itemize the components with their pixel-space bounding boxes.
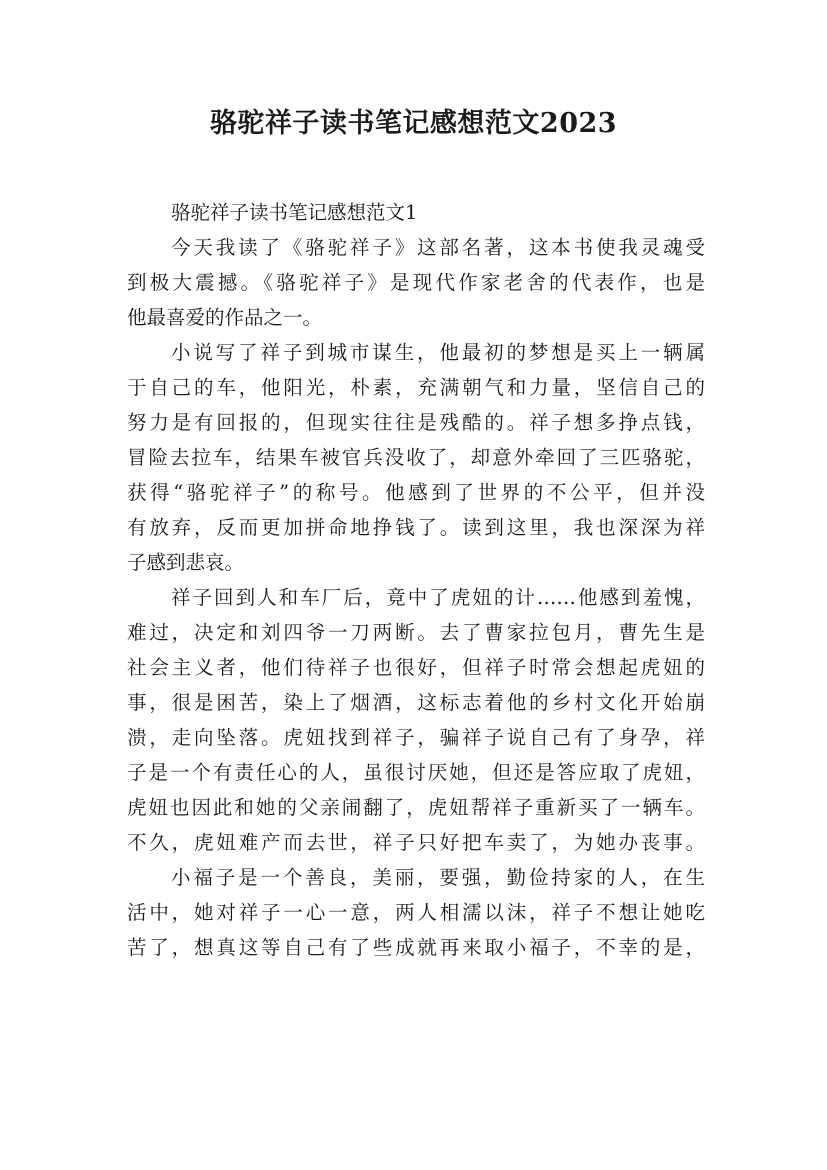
text-line: 虎妞也因此和她的父亲闹翻了，虎妞帮祥子重新买了一辆车。 — [127, 796, 705, 819]
text-line: 于自己的车，他阳光，朴素，充满朝气和力量，坚信自己的 — [127, 376, 705, 399]
text-line: 不久，虎妞难产而去世，祥子只好把车卖了，为她办丧事。 — [127, 831, 705, 854]
text-line: 努力是有回报的，但现实往往是残酷的。祥子想多挣点钱， — [127, 411, 705, 434]
text-line: 骆驼祥子读书笔记感想范文1 — [171, 201, 418, 224]
text-line: 子感到悲哀。 — [127, 551, 245, 574]
text-line: 冒险去拉车，结果车被官兵没收了，却意外牵回了三匹骆驼， — [127, 446, 705, 469]
text-line: 难过，决定和刘四爷一刀两断。去了曹家拉包月，曹先生是 — [127, 621, 705, 644]
text-line: 他最喜爱的作品之一。 — [127, 306, 323, 329]
text-line: 溃，走向坠落。虎妞找到祥子，骗祥子说自己有了身孕，祥 — [127, 726, 705, 749]
document-body — [127, 195, 705, 965]
text-line: 今天我读了《骆驼祥子》这部名著，这本书使我灵魂受 — [171, 236, 705, 259]
text-line: 小福子是一个善良，美丽，要强，勤俭持家的人，在生 — [171, 866, 705, 889]
text-line: 子是一个有责任心的人，虽很讨厌她，但还是答应取了虎妞， — [127, 761, 705, 784]
text-line: 社会主义者，他们待祥子也很好，但祥子时常会想起虎妞的 — [127, 656, 705, 679]
document-title: 骆驼祥子读书笔记感想范文2023 — [209, 108, 618, 139]
text-line: 苦了，想真这等自己有了些成就再来取小福子，不幸的是， — [127, 936, 705, 959]
text-line: 活中，她对祥子一心一意，两人相濡以沫，祥子不想让她吃 — [127, 901, 705, 924]
text-line: 到极大震撼。《骆驼祥子》是现代作家老舍的代表作，也是 — [127, 271, 705, 294]
text-line: 事，很是困苦，染上了烟酒，这标志着他的乡村文化开始崩 — [127, 691, 705, 714]
text-line: 有放弃，反而更加拼命地挣钱了。读到这里，我也深深为祥 — [127, 516, 705, 539]
text-line: 祥子回到人和车厂后，竟中了虎妞的计……他感到羞愧， — [171, 586, 705, 609]
text-line: 小说写了祥子到城市谋生，他最初的梦想是买上一辆属 — [171, 341, 705, 364]
text-line: 获得“骆驼祥子”的称号。他感到了世界的不公平，但并没 — [127, 481, 705, 504]
